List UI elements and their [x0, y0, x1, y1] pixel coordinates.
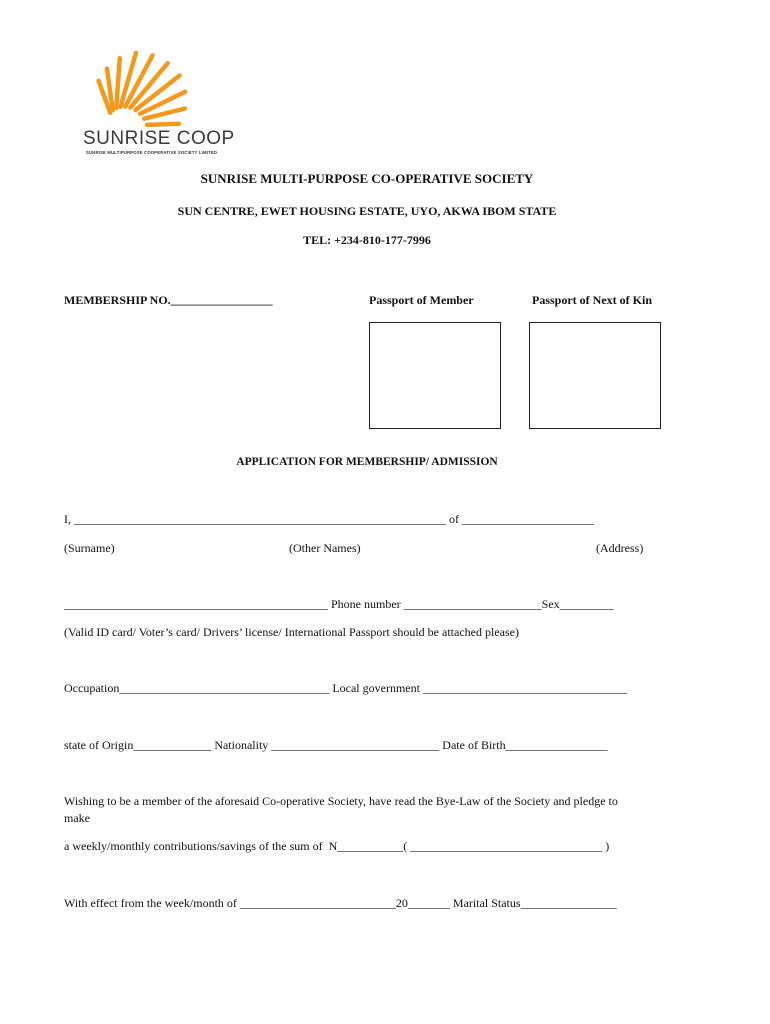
origin-nationality-dob-line[interactable]: state of Origin_____________ Nationality ____________________________ Date of Birth_________________ — [64, 738, 608, 752]
occupation-lga-line[interactable]: Occupation___________________________________ Local government __________________________________ — [64, 681, 627, 695]
contribution-line[interactable]: a weekly/monthly contributions/savings of the sum of N___________( ________________________________ ) — [64, 839, 610, 853]
society-telephone: TEL: +234-810-177-7996 — [303, 233, 431, 247]
effective-date-marital-line[interactable]: With effect from the week/month of __________________________20_______ Marital Status________________ — [64, 896, 617, 910]
membership-number-field[interactable]: MEMBERSHIP NO._________________ — [64, 293, 273, 307]
id-note: (Valid ID card/ Voter’s card/ Drivers’ license/ International Passport should be attached please) — [64, 625, 519, 639]
name-address-line[interactable]: I, ______________________________________________________________ of ______________________ — [64, 512, 594, 526]
passport-member-label: Passport of Member — [369, 293, 474, 307]
other-names-caption: (Other Names) — [289, 541, 361, 555]
society-address: SUN CENTRE, EWET HOUSING ESTATE, UYO, AKWA IBOM STATE — [177, 204, 557, 218]
sun-ray-3 — [116, 58, 119, 108]
passport-kin-box[interactable] — [529, 322, 661, 429]
surname-caption: (Surname) — [64, 541, 115, 555]
address-caption: (Address) — [596, 541, 644, 555]
pledge-text: Wishing to be a member of the aforesaid Co-operative Society, have read the Bye-Law of the Society and pledge to — [64, 794, 618, 808]
sun-ray-10 — [147, 124, 179, 125]
passport-member-box[interactable] — [369, 322, 501, 429]
logo-tagline: SUNRISE MULTIPURPOSE COOPERATIVE SOCIETY LIMITED — [86, 150, 218, 155]
page-title: SUNRISE MULTI-PURPOSE CO-OPERATIVE SOCIETY — [200, 171, 534, 186]
logo-brand: SUNRISE COOP — [83, 128, 235, 149]
application-heading: APPLICATION FOR MEMBERSHIP/ ADMISSION — [236, 456, 498, 468]
passport-kin-label: Passport of Next of Kin — [532, 293, 652, 307]
pledge-text-continued: make — [64, 811, 90, 825]
phone-sex-line[interactable]: ____________________________________________ Phone number _______________________Sex_________ — [64, 597, 614, 611]
